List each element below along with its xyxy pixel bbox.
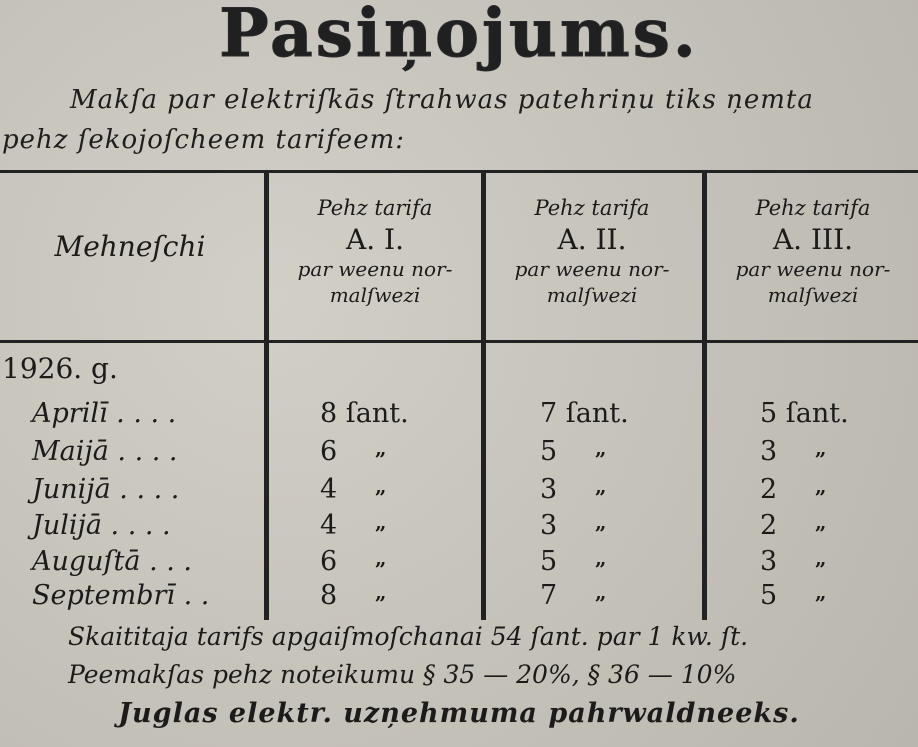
month-cell: Maijā . . . . (32, 436, 178, 467)
month-cell: Auguſtā . . . (32, 546, 192, 577)
rate-a3: 2 (760, 474, 778, 505)
ditto-mark: „ (375, 546, 387, 570)
ditto-mark: „ (815, 510, 827, 534)
table-row (0, 546, 918, 582)
rate-a3: 2 (760, 510, 778, 541)
meter-tariff-note: Skaititaja tarifs apgaiſmoſchanai 54 ſant. par 1 kw. ſt. (68, 622, 749, 651)
tariff-name: A. II. (557, 223, 627, 256)
tariff-unit: par weenu nor-malſwezi (735, 257, 891, 307)
ditto-mark: „ (375, 436, 387, 460)
table-row (0, 398, 918, 434)
month-cell: Julijā . . . . (32, 510, 171, 541)
tariff-unit: par weenu nor-malſwezi (297, 257, 453, 307)
rate-a3: 5 (760, 580, 778, 611)
rate-a3: 3 (760, 546, 778, 577)
month-cell: Aprilī . . . . (32, 398, 177, 429)
ditto-mark: „ (595, 474, 607, 498)
ditto-mark: „ (815, 474, 827, 498)
ditto-mark: „ (595, 580, 607, 604)
ditto-mark: „ (595, 546, 607, 570)
tariff-name: A. III. (772, 223, 854, 256)
tariff-kind: Pehz tarifa (755, 196, 871, 220)
table-header-rule (0, 340, 918, 343)
month-cell: Junijā . . . . (32, 474, 180, 505)
rate-a2: 3 (540, 474, 558, 505)
table-row (0, 580, 918, 616)
surcharge-note: Peemakſas pehz noteikumu § 35 — 20%, § 36 — 10% (68, 660, 737, 689)
signature: Juglas elektr. uzņehmuma pahrwaldneeks. (118, 698, 800, 729)
rate-a2: 7 ſant. (540, 398, 629, 429)
tariff-kind: Pehz tarifa (534, 196, 650, 220)
table-row (0, 436, 918, 472)
ditto-mark: „ (815, 580, 827, 604)
table-top-rule (0, 170, 918, 173)
ditto-mark: „ (815, 546, 827, 570)
rate-a1: 8 (320, 580, 338, 611)
month-column-header: Mehneſchi (54, 230, 206, 263)
year-label: 1926. g. (2, 352, 118, 385)
rate-a2: 3 (540, 510, 558, 541)
rate-a1: 8 ſant. (320, 398, 409, 429)
intro-text (0, 80, 918, 160)
tariff-header-a2 (487, 192, 697, 308)
month-cell: Septembrī . . (32, 580, 210, 611)
tariff-unit: par weenu nor-malſwezi (514, 257, 670, 307)
tariff-kind: Pehz tarifa (317, 196, 433, 220)
ditto-mark: „ (595, 510, 607, 534)
tariff-header-a3 (708, 192, 918, 308)
rate-a3: 3 (760, 436, 778, 467)
rate-a2: 5 (540, 436, 558, 467)
rate-a2: 7 (540, 580, 558, 611)
tariff-name: A. I. (346, 223, 404, 256)
ditto-mark: „ (815, 436, 827, 460)
page-title: Pasiņojums. (219, 0, 699, 72)
ditto-mark: „ (375, 510, 387, 534)
intro-line-2: pehz ſekojoſcheem tarifeem: (2, 125, 405, 155)
rate-a2: 5 (540, 546, 558, 577)
rate-a1: 6 (320, 436, 338, 467)
rate-a1: 4 (320, 510, 338, 541)
table-row (0, 510, 918, 546)
table-row (0, 474, 918, 510)
rate-a3: 5 ſant. (760, 398, 849, 429)
tariff-header-a1 (270, 192, 480, 308)
ditto-mark: „ (375, 580, 387, 604)
ditto-mark: „ (375, 474, 387, 498)
rate-a1: 4 (320, 474, 338, 505)
ditto-mark: „ (595, 436, 607, 460)
intro-line-1: Makſa par elektriſkās ſtrahwas patehriņu tiks ņemta (70, 85, 814, 115)
rate-a1: 6 (320, 546, 338, 577)
